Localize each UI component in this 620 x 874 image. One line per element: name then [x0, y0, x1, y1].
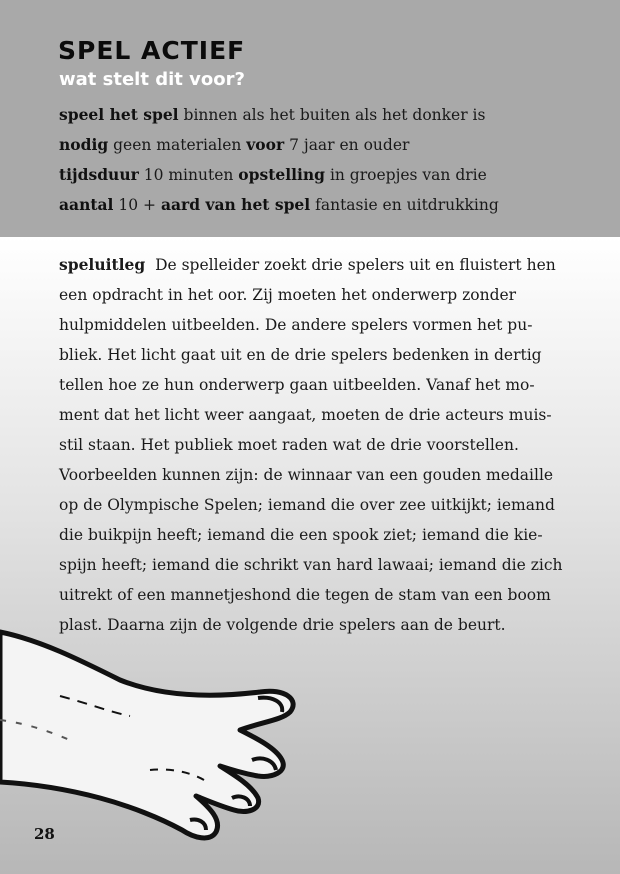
- body-line: [59, 250, 564, 280]
- page-number: 28: [34, 825, 55, 843]
- body-line: stil staan. Het publiek moet raden wat de drie voorstellen.: [59, 436, 519, 454]
- fact-label-kind: aard van het spel: [160, 195, 311, 214]
- fact-value-needed: geen materialen: [113, 136, 242, 154]
- fact-line-duration: [59, 160, 599, 190]
- header-panel: [0, 0, 620, 237]
- fact-value-duration: 10 minuten: [143, 166, 234, 184]
- body-line: op de Olympische Spelen; iemand die over zee uitkijkt; iemand: [59, 496, 555, 514]
- body-line: die buikpijn heeft; iemand die een spook ziet; iemand die kie-: [59, 526, 543, 544]
- fact-line-materials: [59, 130, 599, 160]
- body-line: hulpmiddelen uitbeelden. De andere spelers vormen het pu-: [59, 316, 533, 334]
- body-line: Voorbeelden kunnen zijn: de winnaar van een gouden medaille: [59, 466, 554, 484]
- hand-illustration-icon: [0, 620, 310, 850]
- body-line: bliek. Het licht gaat uit en de drie spelers bedenken in dertig: [59, 346, 542, 364]
- body-line: uitrekt of een mannetjeshond die tegen de stam van een boom: [59, 586, 551, 604]
- fact-label-needed: nodig: [59, 135, 109, 154]
- fact-label-setup: opstelling: [238, 165, 325, 184]
- fact-label-count: aantal: [59, 195, 114, 214]
- game-facts: [59, 100, 599, 220]
- game-explanation: [59, 250, 564, 640]
- fact-value-for: 7 jaar en ouder: [289, 136, 410, 154]
- fact-value-setup: in groepjes van drie: [329, 166, 487, 184]
- explanation-label: speluitleg: [59, 255, 146, 274]
- fact-label-play: speel het spel: [59, 105, 179, 124]
- fact-label-for: voor: [246, 135, 285, 154]
- fact-value-play: binnen als het buiten als het donker is: [183, 106, 486, 124]
- fact-line-count: [59, 190, 599, 220]
- body-line: spijn heeft; iemand die schrikt van hard lawaai; iemand die zich: [59, 556, 563, 574]
- body-line: een opdracht in het oor. Zij moeten het onderwerp zonder: [59, 286, 517, 304]
- fact-label-duration: tijdsduur: [59, 165, 139, 184]
- fact-value-count: 10 +: [118, 196, 157, 214]
- body-line: ment dat het licht weer aangaat, moeten de drie acteurs muis-: [59, 406, 552, 424]
- body-line: tellen hoe ze hun onderwerp gaan uitbeelden. Vanaf het mo-: [59, 376, 535, 394]
- page-title: SPEL ACTIEF: [58, 36, 246, 65]
- page-subtitle: wat stelt dit voor?: [59, 69, 245, 90]
- fact-value-kind: fantasie en uitdrukking: [315, 196, 499, 214]
- fact-line-play: [59, 100, 599, 130]
- body-line: plast. Daarna zijn de volgende drie spelers aan de beurt.: [59, 616, 506, 634]
- body-line-text: De spelleider zoekt drie spelers uit en fluistert hen: [155, 256, 556, 274]
